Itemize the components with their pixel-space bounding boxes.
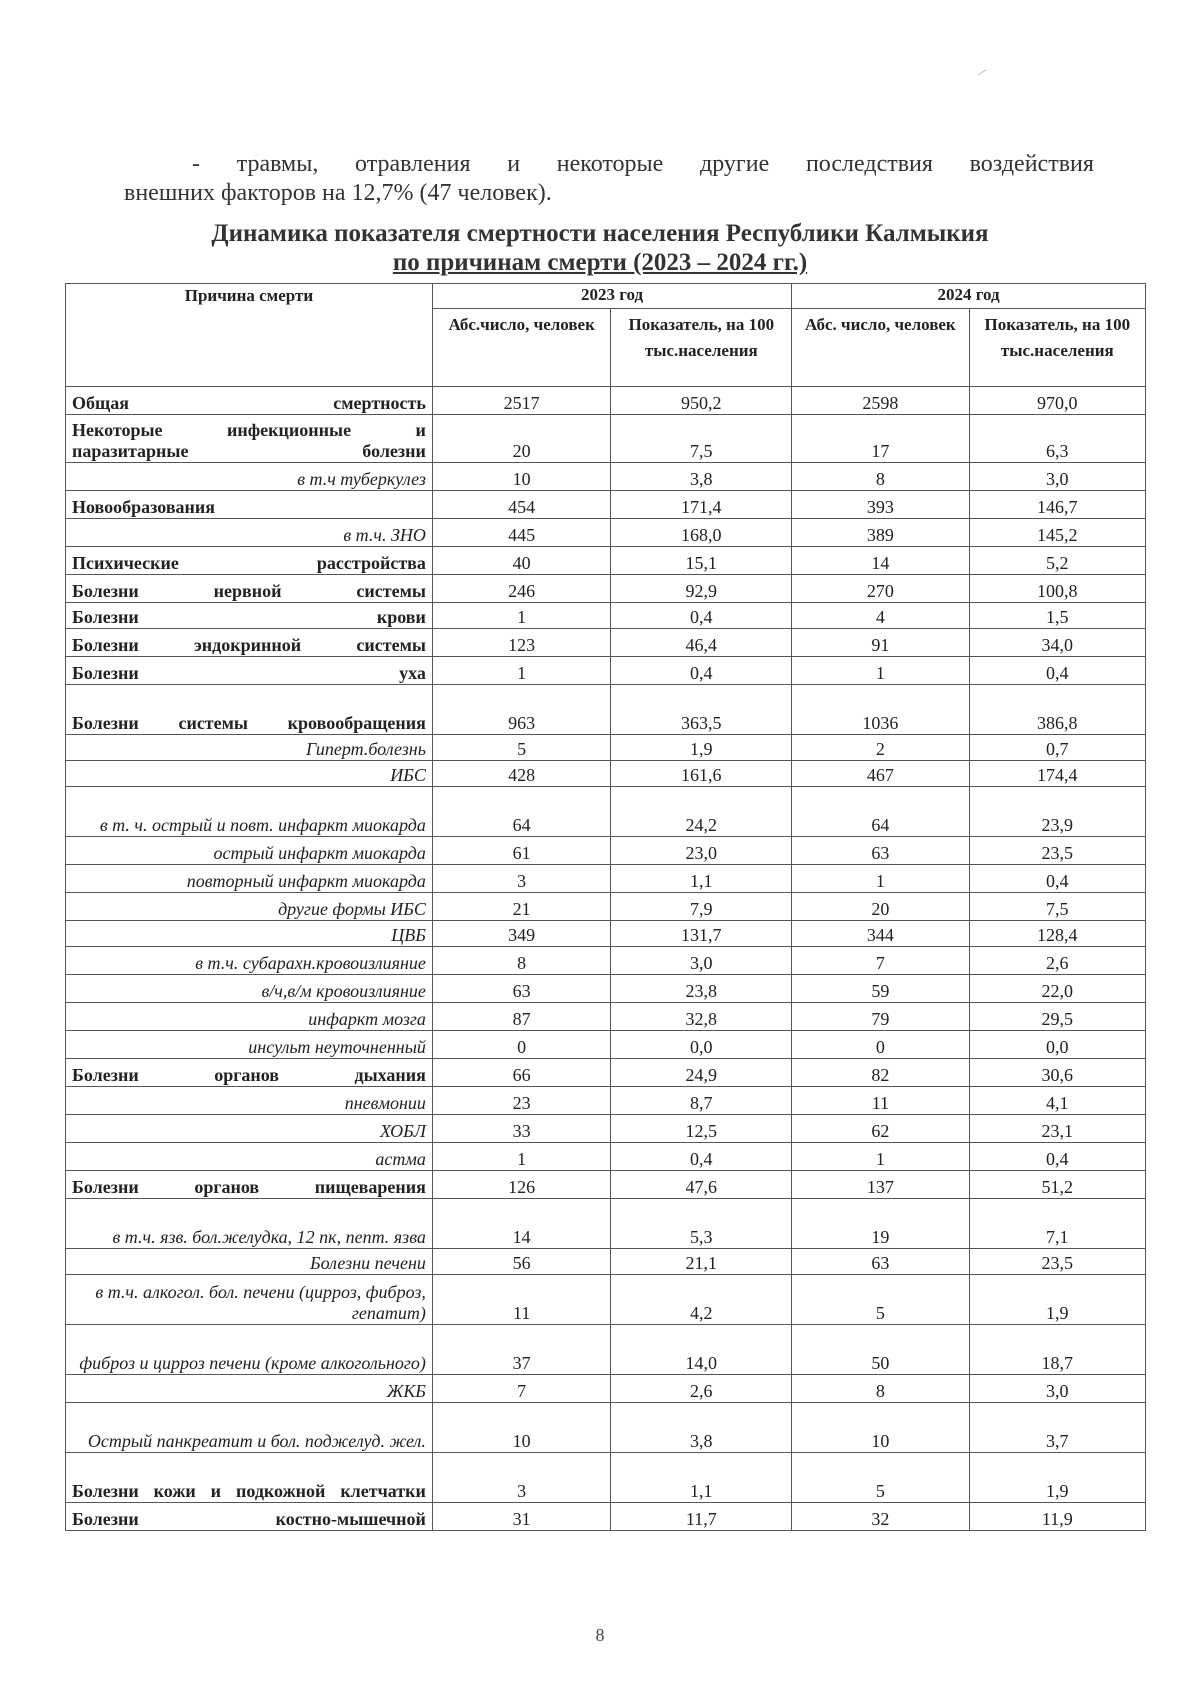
cell-rate-2024: 0,4 (969, 1143, 1145, 1171)
cell-rate-2023: 0,0 (611, 1031, 792, 1059)
intro-word: последствия (805, 151, 933, 177)
row-cause: Болезни системы кровообращения (66, 685, 433, 735)
row-cause: Болезни уха (66, 657, 433, 685)
cell-abs-2023: 1 (432, 657, 611, 685)
intro-word: отравления (355, 151, 471, 177)
header-rate-2024: Показатель, на 100 тыс.населения (969, 309, 1145, 387)
header-year-2024: 2024 год (792, 284, 1146, 309)
cell-abs-2024: 19 (792, 1199, 969, 1249)
header-rate-2023: Показатель, на 100 тыс.населения (611, 309, 792, 387)
table-row (66, 603, 1146, 629)
row-cause: Болезни печени (66, 1249, 433, 1275)
row-cause: в т.ч. субарахн.кровоизлияние (66, 947, 433, 975)
intro-word: травмы, (236, 151, 319, 177)
table-row (66, 575, 1146, 603)
table-row (66, 1115, 1146, 1143)
cell-abs-2023: 10 (432, 1403, 611, 1453)
cell-abs-2024: 389 (792, 519, 969, 547)
cell-abs-2024: 10 (792, 1403, 969, 1453)
row-cause: в т.ч. ЗНО (66, 519, 433, 547)
cell-rate-2023: 1,1 (611, 1453, 792, 1503)
intro-word: воздействия (969, 151, 1094, 177)
cell-rate-2024: 0,4 (969, 865, 1145, 893)
cell-abs-2023: 2517 (432, 387, 611, 415)
cell-abs-2024: 8 (792, 1375, 969, 1403)
row-cause: в т.ч. алкогол. бол. печени (цирроз, фиброз, гепатит) (66, 1275, 433, 1325)
intro-word: и (507, 151, 521, 177)
row-cause: в/ч,в/м кровоизлияние (66, 975, 433, 1003)
table-row (66, 463, 1146, 491)
table-row (66, 1031, 1146, 1059)
cell-rate-2024: 18,7 (969, 1325, 1145, 1375)
cell-abs-2024: 8 (792, 463, 969, 491)
row-cause: астма (66, 1143, 433, 1171)
cell-rate-2023: 23,8 (611, 975, 792, 1003)
cell-rate-2024: 0,0 (969, 1031, 1145, 1059)
cell-abs-2024: 7 (792, 947, 969, 975)
cell-abs-2023: 66 (432, 1059, 611, 1087)
row-cause: ХОБЛ (66, 1115, 433, 1143)
row-cause: повторный инфаркт миокарда (66, 865, 433, 893)
cell-rate-2023: 92,9 (611, 575, 792, 603)
cell-rate-2023: 46,4 (611, 629, 792, 657)
table-row (66, 415, 1146, 463)
cell-rate-2023: 171,4 (611, 491, 792, 519)
cell-rate-2023: 3,8 (611, 463, 792, 491)
cell-abs-2023: 7 (432, 1375, 611, 1403)
cell-abs-2024: 0 (792, 1031, 969, 1059)
cell-rate-2024: 5,2 (969, 547, 1145, 575)
table-row (66, 1503, 1146, 1531)
row-cause: в т. ч. острый и повт. инфаркт миокарда (66, 787, 433, 837)
row-cause: Болезни кожи и подкожной клетчатки (66, 1453, 433, 1503)
table-row (66, 1143, 1146, 1171)
table-row (66, 1003, 1146, 1031)
cell-abs-2024: 32 (792, 1503, 969, 1531)
cell-abs-2023: 8 (432, 947, 611, 975)
cell-abs-2024: 4 (792, 603, 969, 629)
cell-abs-2024: 137 (792, 1171, 969, 1199)
cell-rate-2023: 2,6 (611, 1375, 792, 1403)
table-row (66, 893, 1146, 921)
row-cause: Гиперт.болезнь (66, 735, 433, 761)
table-row (66, 837, 1146, 865)
cell-abs-2023: 349 (432, 921, 611, 947)
row-cause: Острый панкреатит и бол. поджелуд. жел. (66, 1403, 433, 1453)
table-row (66, 865, 1146, 893)
table-row (66, 387, 1146, 415)
cell-rate-2024: 22,0 (969, 975, 1145, 1003)
cell-rate-2024: 29,5 (969, 1003, 1145, 1031)
table-row (66, 735, 1146, 761)
cell-rate-2024: 1,9 (969, 1453, 1145, 1503)
cell-abs-2023: 126 (432, 1171, 611, 1199)
cell-rate-2024: 23,5 (969, 1249, 1145, 1275)
cell-rate-2023: 47,6 (611, 1171, 792, 1199)
table-row (66, 1375, 1146, 1403)
cell-abs-2023: 123 (432, 629, 611, 657)
page-number: 8 (595, 1625, 605, 1645)
table-row (66, 657, 1146, 685)
table-title-line-1: Динамика показателя смертности населения Республики Калмыкия (211, 220, 989, 247)
cell-rate-2024: 7,5 (969, 893, 1145, 921)
cell-rate-2023: 950,2 (611, 387, 792, 415)
cell-rate-2023: 1,9 (611, 735, 792, 761)
table-row (66, 1249, 1146, 1275)
cell-rate-2023: 14,0 (611, 1325, 792, 1375)
cell-abs-2023: 63 (432, 975, 611, 1003)
header-abs-2023: Абс.число, человек (432, 309, 611, 387)
cell-rate-2023: 12,5 (611, 1115, 792, 1143)
table-row (66, 1059, 1146, 1087)
table-row (66, 1325, 1146, 1375)
cell-abs-2024: 79 (792, 1003, 969, 1031)
cell-abs-2024: 14 (792, 547, 969, 575)
cell-rate-2023: 4,2 (611, 1275, 792, 1325)
cell-abs-2024: 1 (792, 865, 969, 893)
cell-abs-2023: 23 (432, 1087, 611, 1115)
row-cause: Болезни костно-мышечной (66, 1503, 433, 1531)
cell-abs-2023: 0 (432, 1031, 611, 1059)
table-row (66, 1199, 1146, 1249)
cell-abs-2024: 63 (792, 837, 969, 865)
cell-rate-2023: 131,7 (611, 921, 792, 947)
intro-word: некоторые (556, 151, 664, 177)
intro-line-2: внешних факторов на 12,7% (47 человек). (124, 180, 552, 206)
cell-rate-2024: 2,6 (969, 947, 1145, 975)
cell-rate-2023: 0,4 (611, 657, 792, 685)
cell-rate-2024: 174,4 (969, 761, 1145, 787)
cell-rate-2024: 11,9 (969, 1503, 1145, 1531)
table-row (66, 491, 1146, 519)
cell-rate-2024: 3,7 (969, 1403, 1145, 1453)
cell-rate-2023: 21,1 (611, 1249, 792, 1275)
cell-rate-2023: 168,0 (611, 519, 792, 547)
cell-abs-2023: 1 (432, 603, 611, 629)
row-cause: Новообразования (66, 491, 433, 519)
table-row (66, 761, 1146, 787)
table-row (66, 947, 1146, 975)
cell-rate-2024: 34,0 (969, 629, 1145, 657)
cell-rate-2024: 3,0 (969, 1375, 1145, 1403)
table-row (66, 921, 1146, 947)
cell-abs-2024: 5 (792, 1275, 969, 1325)
cell-abs-2023: 61 (432, 837, 611, 865)
cell-rate-2023: 23,0 (611, 837, 792, 865)
cell-abs-2023: 37 (432, 1325, 611, 1375)
cell-rate-2023: 0,4 (611, 1143, 792, 1171)
table-row (66, 1453, 1146, 1503)
cell-abs-2024: 344 (792, 921, 969, 947)
cell-rate-2024: 100,8 (969, 575, 1145, 603)
table-row (66, 1403, 1146, 1453)
row-cause: пневмонии (66, 1087, 433, 1115)
cell-rate-2023: 3,8 (611, 1403, 792, 1453)
row-cause: острый инфаркт миокарда (66, 837, 433, 865)
cell-abs-2023: 31 (432, 1503, 611, 1531)
cell-abs-2023: 3 (432, 1453, 611, 1503)
cell-rate-2023: 363,5 (611, 685, 792, 735)
cell-rate-2023: 7,9 (611, 893, 792, 921)
cell-abs-2024: 20 (792, 893, 969, 921)
cell-abs-2023: 11 (432, 1275, 611, 1325)
cell-abs-2023: 33 (432, 1115, 611, 1143)
cell-abs-2024: 1 (792, 1143, 969, 1171)
cell-rate-2024: 146,7 (969, 491, 1145, 519)
cell-rate-2024: 1,5 (969, 603, 1145, 629)
cell-abs-2024: 17 (792, 415, 969, 463)
header-year-2023: 2023 год (432, 284, 791, 309)
table-row (66, 1171, 1146, 1199)
cell-abs-2024: 270 (792, 575, 969, 603)
cell-rate-2023: 24,9 (611, 1059, 792, 1087)
intro-word: другие (700, 151, 770, 177)
cell-rate-2024: 3,0 (969, 463, 1145, 491)
cell-abs-2023: 20 (432, 415, 611, 463)
row-cause: Болезни крови (66, 603, 433, 629)
table-row (66, 975, 1146, 1003)
cell-rate-2023: 11,7 (611, 1503, 792, 1531)
cell-abs-2024: 467 (792, 761, 969, 787)
cell-abs-2023: 21 (432, 893, 611, 921)
cell-rate-2023: 5,3 (611, 1199, 792, 1249)
row-cause: Общая смертность (66, 387, 433, 415)
cell-abs-2023: 5 (432, 735, 611, 761)
table-row (66, 629, 1146, 657)
header-cause: Причина смерти (66, 284, 433, 387)
table-row (66, 519, 1146, 547)
table-row (66, 547, 1146, 575)
cell-rate-2024: 0,7 (969, 735, 1145, 761)
cell-rate-2023: 8,7 (611, 1087, 792, 1115)
cell-rate-2023: 7,5 (611, 415, 792, 463)
cell-rate-2024: 1,9 (969, 1275, 1145, 1325)
cell-rate-2024: 23,5 (969, 837, 1145, 865)
cell-rate-2024: 386,8 (969, 685, 1145, 735)
row-cause: фиброз и цирроз печени (кроме алкогольного) (66, 1325, 433, 1375)
cell-abs-2024: 2 (792, 735, 969, 761)
cell-abs-2023: 428 (432, 761, 611, 787)
row-cause: в т.ч. язв. бол.желудка, 12 пк, пепт. язва (66, 1199, 433, 1249)
cell-rate-2024: 7,1 (969, 1199, 1145, 1249)
cell-rate-2023: 24,2 (611, 787, 792, 837)
cell-abs-2023: 10 (432, 463, 611, 491)
table-title (60, 219, 1140, 277)
cell-abs-2024: 393 (792, 491, 969, 519)
table-title-line-2: по причинам смерти (2023 – 2024 гг.) (392, 249, 808, 276)
cell-abs-2023: 56 (432, 1249, 611, 1275)
cell-rate-2023: 1,1 (611, 865, 792, 893)
cell-abs-2024: 63 (792, 1249, 969, 1275)
cell-abs-2023: 963 (432, 685, 611, 735)
cell-abs-2024: 82 (792, 1059, 969, 1087)
cell-rate-2024: 145,2 (969, 519, 1145, 547)
row-cause: Психические расстройства (66, 547, 433, 575)
cell-rate-2023: 0,4 (611, 603, 792, 629)
row-cause: ИБС (66, 761, 433, 787)
cell-abs-2023: 64 (432, 787, 611, 837)
cell-abs-2024: 1036 (792, 685, 969, 735)
row-cause: Болезни органов дыхания (66, 1059, 433, 1087)
row-cause: Болезни органов пищеварения (66, 1171, 433, 1199)
cell-abs-2023: 445 (432, 519, 611, 547)
cell-rate-2023: 161,6 (611, 761, 792, 787)
cell-rate-2024: 23,1 (969, 1115, 1145, 1143)
cell-abs-2023: 14 (432, 1199, 611, 1249)
cell-abs-2023: 1 (432, 1143, 611, 1171)
cell-abs-2024: 1 (792, 657, 969, 685)
intro-line-1 (124, 150, 1094, 179)
cell-abs-2023: 246 (432, 575, 611, 603)
row-cause: Болезни эндокринной системы (66, 629, 433, 657)
cell-abs-2024: 50 (792, 1325, 969, 1375)
cell-abs-2024: 91 (792, 629, 969, 657)
cell-rate-2024: 30,6 (969, 1059, 1145, 1087)
header-abs-2024: Абс. число, человек (792, 309, 969, 387)
cell-abs-2024: 2598 (792, 387, 969, 415)
cell-abs-2023: 40 (432, 547, 611, 575)
row-cause: инфаркт мозга (66, 1003, 433, 1031)
row-cause: ЦВБ (66, 921, 433, 947)
table-row (66, 787, 1146, 837)
cell-abs-2024: 11 (792, 1087, 969, 1115)
cell-abs-2024: 5 (792, 1453, 969, 1503)
row-cause: другие формы ИБС (66, 893, 433, 921)
cell-rate-2024: 6,3 (969, 415, 1145, 463)
row-cause: ЖКБ (66, 1375, 433, 1403)
row-cause: Болезни нервной системы (66, 575, 433, 603)
cell-rate-2024: 0,4 (969, 657, 1145, 685)
row-cause: Некоторые инфекционные и паразитарные болезни (66, 415, 433, 463)
cell-abs-2023: 87 (432, 1003, 611, 1031)
row-cause: инсульт неуточненный (66, 1031, 433, 1059)
cell-abs-2023: 454 (432, 491, 611, 519)
table-row (66, 1087, 1146, 1115)
table-row (66, 1275, 1146, 1325)
table-row (66, 685, 1146, 735)
intro-word: - (192, 151, 200, 177)
row-cause: в т.ч туберкулез (66, 463, 433, 491)
cell-abs-2024: 62 (792, 1115, 969, 1143)
cell-rate-2024: 4,1 (969, 1087, 1145, 1115)
cell-rate-2024: 128,4 (969, 921, 1145, 947)
cell-rate-2024: 970,0 (969, 387, 1145, 415)
mortality-table (65, 283, 1146, 1531)
cell-rate-2024: 23,9 (969, 787, 1145, 837)
cell-rate-2023: 15,1 (611, 547, 792, 575)
intro-paragraph (124, 150, 1094, 208)
cell-abs-2023: 3 (432, 865, 611, 893)
cell-rate-2023: 3,0 (611, 947, 792, 975)
cell-abs-2024: 59 (792, 975, 969, 1003)
scan-mark (978, 69, 987, 76)
cell-rate-2023: 32,8 (611, 1003, 792, 1031)
cell-rate-2024: 51,2 (969, 1171, 1145, 1199)
cell-abs-2024: 64 (792, 787, 969, 837)
